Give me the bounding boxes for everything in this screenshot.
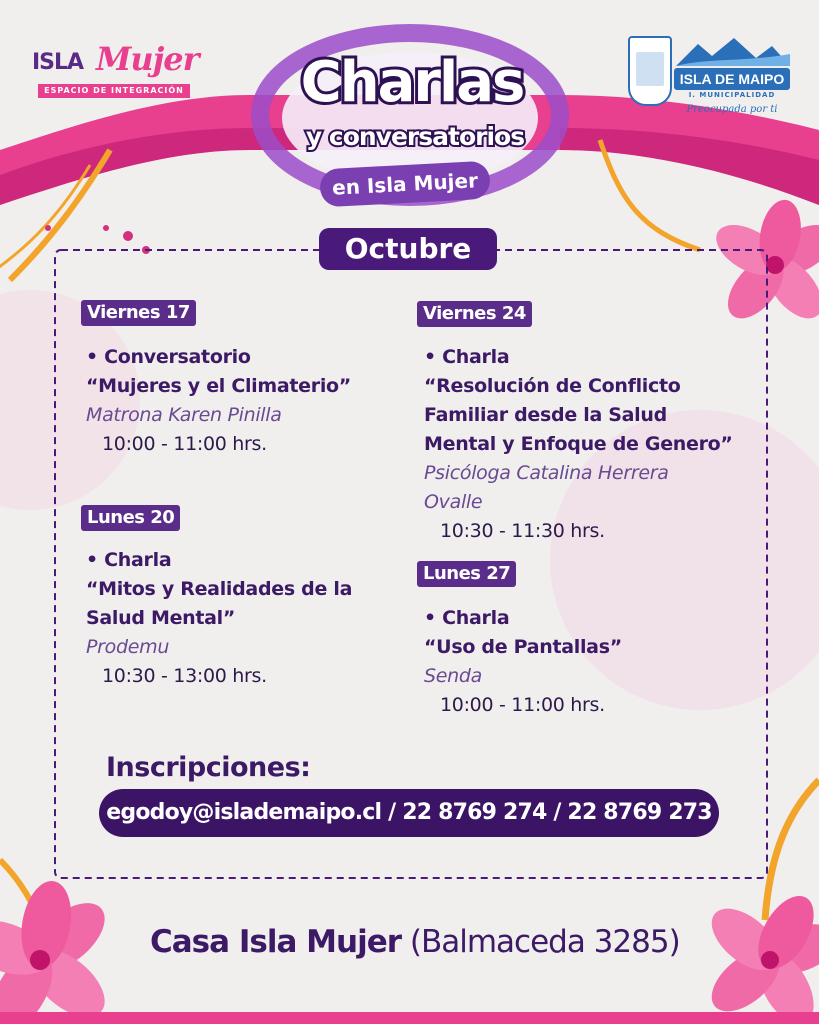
event-speaker: Ovalle bbox=[424, 491, 483, 513]
mountains-icon bbox=[676, 36, 790, 66]
isla-de-maipo-logo bbox=[628, 34, 792, 122]
event-type: • Charla bbox=[424, 346, 510, 368]
page-subtitle: y conversatorios bbox=[305, 122, 525, 151]
venue-address: (Balmaceda 3285) bbox=[409, 924, 680, 960]
venue-name: Casa Isla Mujer bbox=[150, 924, 402, 960]
event-title: “Mitos y Realidades de la bbox=[86, 578, 353, 600]
event-title: Familiar desde la Salud bbox=[424, 404, 667, 426]
event-speaker: Psicóloga Catalina Herrera bbox=[424, 462, 669, 484]
event-time: 10:00 - 11:00 hrs. bbox=[440, 694, 605, 716]
decor-dot bbox=[123, 231, 133, 241]
logo-word-mujer: Mujer bbox=[96, 40, 199, 78]
event-type: • Conversatorio bbox=[86, 346, 251, 368]
event-lunes-27 bbox=[424, 604, 622, 720]
flower-top-right bbox=[708, 197, 819, 329]
day-badge-viernes-24: Viernes 24 bbox=[417, 301, 532, 327]
event-speaker: Prodemu bbox=[86, 636, 170, 658]
event-time: 10:30 - 13:00 hrs. bbox=[102, 665, 267, 687]
event-type: • Charla bbox=[424, 607, 510, 629]
event-title: “Uso de Pantallas” bbox=[424, 636, 622, 658]
municipal-shield-icon bbox=[628, 36, 672, 106]
event-speaker: Senda bbox=[424, 665, 482, 687]
venue-line bbox=[150, 918, 680, 966]
event-viernes-24 bbox=[424, 343, 733, 546]
logo-word-isla: ISLA bbox=[32, 50, 84, 75]
event-title: “Resolución de Conflicto bbox=[424, 375, 681, 397]
event-time: 10:00 - 11:00 hrs. bbox=[102, 433, 267, 455]
decor-dot bbox=[45, 225, 51, 231]
event-lunes-20 bbox=[86, 546, 352, 691]
bottom-bar bbox=[0, 1012, 819, 1024]
flower-bottom-left bbox=[0, 877, 117, 1024]
day-badge-viernes-17: Viernes 17 bbox=[81, 300, 196, 326]
isla-mujer-logo bbox=[32, 42, 197, 104]
event-type: • Charla bbox=[86, 549, 172, 571]
inscriptions-contact: egodoy@islademaipo.cl / 22 8769 274 / 22 8769 273 bbox=[99, 789, 719, 837]
page-title: Charlas bbox=[300, 50, 524, 115]
day-badge-lunes-20: Lunes 20 bbox=[81, 505, 180, 531]
logo-subtitle: ESPACIO DE INTEGRACIÓN bbox=[38, 84, 190, 98]
event-title: Salud Mental” bbox=[86, 607, 236, 629]
event-viernes-17 bbox=[86, 343, 351, 459]
event-title: Mental y Enfoque de Genero” bbox=[424, 433, 733, 455]
event-speaker: Matrona Karen Pinilla bbox=[86, 404, 282, 426]
flower-bottom-right bbox=[701, 887, 819, 1024]
month-badge: Octubre bbox=[319, 228, 497, 270]
municipality-name: ISLA DE MAIPO bbox=[674, 68, 790, 90]
day-badge-lunes-27: Lunes 27 bbox=[417, 561, 516, 587]
event-title: “Mujeres y el Climaterio” bbox=[86, 375, 351, 397]
location-pill: en Isla Mujer bbox=[319, 161, 491, 208]
inscriptions-label: Inscripciones: bbox=[106, 752, 311, 783]
municipality-subtitle: I. MUNICIPALIDAD bbox=[688, 91, 776, 99]
municipality-tagline: Preocupada por ti bbox=[686, 104, 778, 115]
decor-dot bbox=[103, 225, 109, 231]
event-time: 10:30 - 11:30 hrs. bbox=[440, 520, 605, 542]
